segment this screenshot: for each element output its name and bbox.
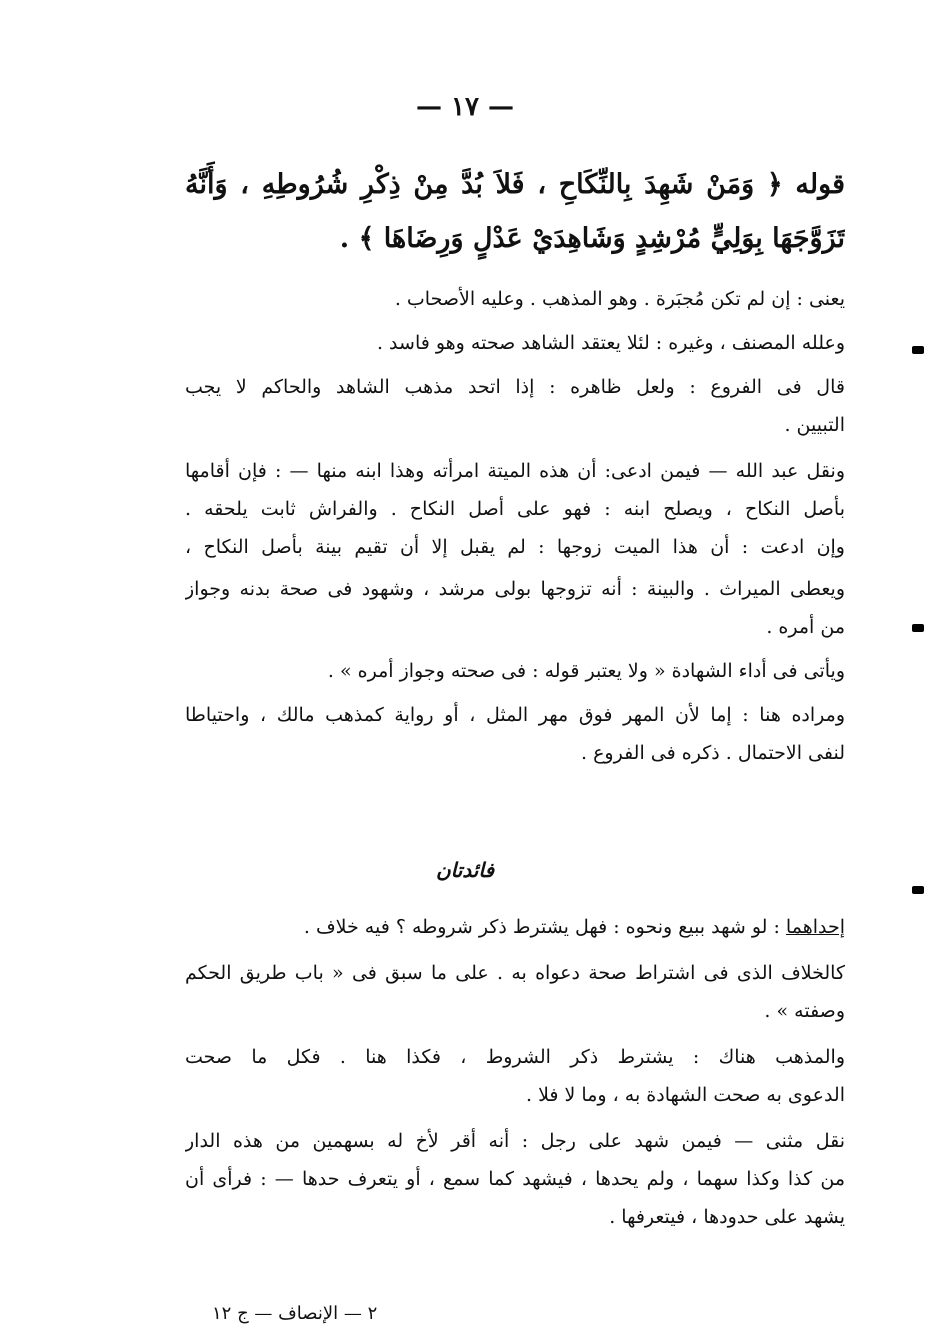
margin-mark: [912, 886, 924, 894]
paragraph-line: التبيين .: [784, 414, 845, 436]
paragraph-line: وعلله المصنف ، وغيره : لئلا يعتقد الشاهد صحته وهو فاسد .: [376, 332, 845, 354]
paragraph-line: ويأتى فى أداء الشهادة « ولا يعتبر قوله : فى صحته وجواز أمره » .: [327, 660, 845, 682]
paragraph-line: قال فى الفروع : ولعل ظاهره : إذا اتحد مذهب الشاهد والحاكم لا يجب: [185, 376, 845, 398]
paragraph-text: : لو شهد ببيع ونحوه : فهل يشترط ذكر شروطه ؟ فيه خلاف .: [303, 916, 780, 938]
section-title: فائدتان: [435, 858, 495, 882]
paragraph-line: والمذهب هناك : يشترط ذكر الشروط ، فكذا هنا . فكل ما صحت: [185, 1046, 845, 1068]
body-bottom: [185, 908, 845, 1236]
paragraph-line: بأصل النكاح ، ويصلح ابنه : فهو على أصل النكاح . والفراش ثابت يلحقه .: [185, 498, 845, 520]
paragraph-line-with-lead: [185, 908, 845, 946]
footer-signature: ٢ — الإنصاف — ج ١٢: [212, 1303, 378, 1324]
paragraph-line: من كذا وكذا سهما ، ولم يحدها ، فيشهد كما سمع ، أو يتعرف حدها — : فرأى أن: [185, 1168, 845, 1190]
heading-block: [185, 158, 845, 266]
lead-word: إحداهما: [785, 916, 845, 938]
paragraph-line: ونقل عبد الله — فيمن ادعى: أن هذه الميتة امرأته وهذا ابنه منها — : فإن أقامها: [185, 460, 845, 482]
paragraph-line: من أمره .: [766, 616, 845, 638]
margin-mark: [912, 624, 924, 632]
paragraph-line: الدعوى به صحت الشهادة به ، وما لا فلا .: [526, 1084, 845, 1106]
paragraph-line: وإن ادعت : أن هذا الميت زوجها : لم يقبل إلا أن تقيم بينة بأصل النكاح ،: [185, 536, 845, 558]
paragraph-line: ويعطى الميراث . والبينة : أنه تزوجها بولى مرشد ، وشهود فى صحة بدنه وجواز: [185, 578, 845, 600]
paragraph-line: ومراده هنا : إما لأن المهر فوق مهر المثل ، أو رواية كمذهب مالك ، واحتياطا: [185, 704, 845, 726]
heading-line-1: قوله ﴿ وَمَنْ شَهِدَ بِالنِّكَاحِ ، فَلاَ بُدَّ مِنْ ذِكْرِ شُرُوطِهِ ، وَأَنَّهُ: [185, 169, 845, 200]
paragraph-line: يشهد على حدودها ، فيتعرفها .: [609, 1206, 845, 1228]
heading-line-2: تَزَوَّجَهَا بِوَلِيٍّ مُرْشِدٍ وَشَاهِدَيْ عَدْلٍ وَرِضَاهَا ﴾ .: [339, 223, 845, 254]
paragraph-line: يعنى : إن لم تكن مُجبَرة . وهو المذهب . وعليه الأصحاب .: [394, 288, 845, 310]
page-number: — ١٧ —: [415, 92, 515, 122]
body-top: [185, 280, 845, 772]
paragraph-line: لنفى الاحتمال . ذكره فى الفروع .: [581, 742, 845, 764]
margin-mark: [912, 346, 924, 354]
paragraph-line: كالخلاف الذى فى اشتراط صحة دعواه به . على ما سبق فى « باب طريق الحكم: [185, 962, 845, 984]
paragraph-line: وصفته » .: [764, 1000, 845, 1022]
paragraph-line: نقل مثنى — فيمن شهد على رجل : أنه أقر لأخ له بسهمين من هذه الدار: [185, 1130, 845, 1152]
